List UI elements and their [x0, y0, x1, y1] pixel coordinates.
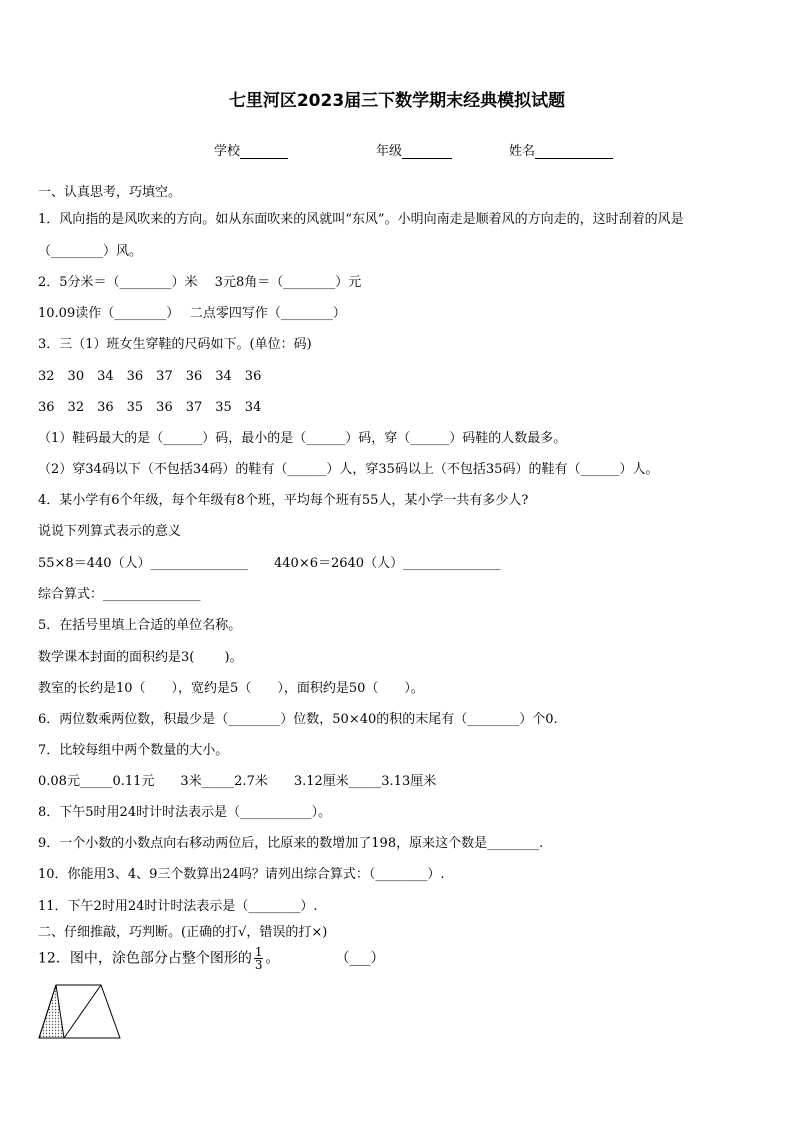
shoe-sizes-row-1: 32 30 34 36 37 36 34 36 — [38, 369, 262, 384]
question-3-part-2: （2）穿34码以下（不包括34码）的鞋有（______）人，穿35码以上（不包括35码）的鞋有（______）人。 — [38, 462, 659, 477]
question-9: 9．一个小数的小数点向右移动两位后，比原来的数增加了198，原来这个数是________. — [38, 836, 544, 851]
grade-label: 年级 — [376, 144, 403, 159]
fraction-one-third — [254, 946, 264, 971]
question-8: 8．下午5时用24时计时法表示是（___________）。 — [38, 805, 332, 820]
question-2-part-2: 10.09读作（________） 二点零四写作（________） — [38, 306, 346, 321]
section-1-heading: 一、认真思考，巧填空。 — [38, 185, 182, 200]
question-4-instruction: 说说下列算式表示的意义 — [38, 524, 182, 539]
question-12-suffix: 。 — [265, 950, 280, 967]
shaded-triangle — [39, 985, 64, 1038]
question-5: 5．在括号里填上合适的单位名称。 — [38, 618, 242, 633]
question-2: 2．5分米＝（________）米 3元8角＝（________）元 — [38, 275, 362, 290]
question-1-answer-line: （________）风。 — [38, 244, 143, 259]
question-4-equations: 55×8＝440（人）_______________ 440×6＝2640（人）_______________ — [38, 556, 501, 571]
question-1: 1．风向指的是风吹来的方向。如从东面吹来的风就叫“东风”。小明向南走是顺着风的方向走的，这时刮着的风是 — [38, 212, 684, 227]
question-10: 10．你能用3、4、9三个数算出24吗？请列出综合算式：（________）. — [38, 867, 445, 882]
question-4: 4．某小学有6个年级，每个年级有8个班，平均每个班有55人，某小学一共有多少人? — [38, 493, 529, 508]
question-5-part-1: 数学课本封面的面积约是3( )。 — [38, 650, 243, 665]
question-11: 11．下午2时用24时计时法表示是（________）. — [38, 899, 318, 914]
grade-field — [376, 140, 452, 159]
question-3: 3．三（1）班女生穿鞋的尺码如下。(单位：码) — [38, 337, 312, 352]
school-field — [214, 140, 288, 159]
question-6: 6．两位数乘两位数，积最少是（________）位数，50×40的积的末尾有（________）个0. — [38, 712, 558, 727]
section-2-heading: 二、仔细推敲，巧判断。(正确的打√，错误的打×) — [38, 925, 328, 940]
fraction-denominator: 3 — [254, 958, 263, 972]
name-label: 姓名 — [509, 144, 536, 159]
name-blank[interactable] — [535, 144, 613, 159]
shoe-sizes-row-2: 36 32 36 35 36 37 35 34 — [38, 400, 262, 415]
question-5-part-2: 教室的长约是10（ ），宽约是5（ ），面积约是50（ ）。 — [38, 681, 424, 696]
question-12-answer[interactable]: （___） — [335, 950, 385, 967]
fraction-numerator: 1 — [254, 945, 263, 959]
question-4-combined: 综合算式：_______________ — [38, 587, 201, 602]
school-label: 学校 — [214, 144, 241, 159]
name-field — [509, 140, 613, 159]
question-12 — [38, 946, 384, 971]
question-12-text: 12．图中，涂色部分占整个图形的 — [38, 950, 252, 967]
school-blank[interactable] — [240, 144, 288, 159]
page-title: 七里河区2023届三下数学期末经典模拟试题 — [228, 91, 566, 111]
question-7: 7．比较每组中两个数量的大小。 — [38, 743, 229, 758]
question-3-part-1: （1）鞋码最大的是（______）码，最小的是（______）码，穿（______）码鞋的人数最多。 — [38, 431, 567, 446]
question-7-comparisons: 0.08元_____0.11元 3米_____2.7米 3.12厘米_____3.13厘米 — [38, 774, 437, 789]
trapezoid-divider — [64, 985, 101, 1038]
grade-blank[interactable] — [402, 144, 452, 159]
trapezoid-figure — [36, 984, 122, 1040]
